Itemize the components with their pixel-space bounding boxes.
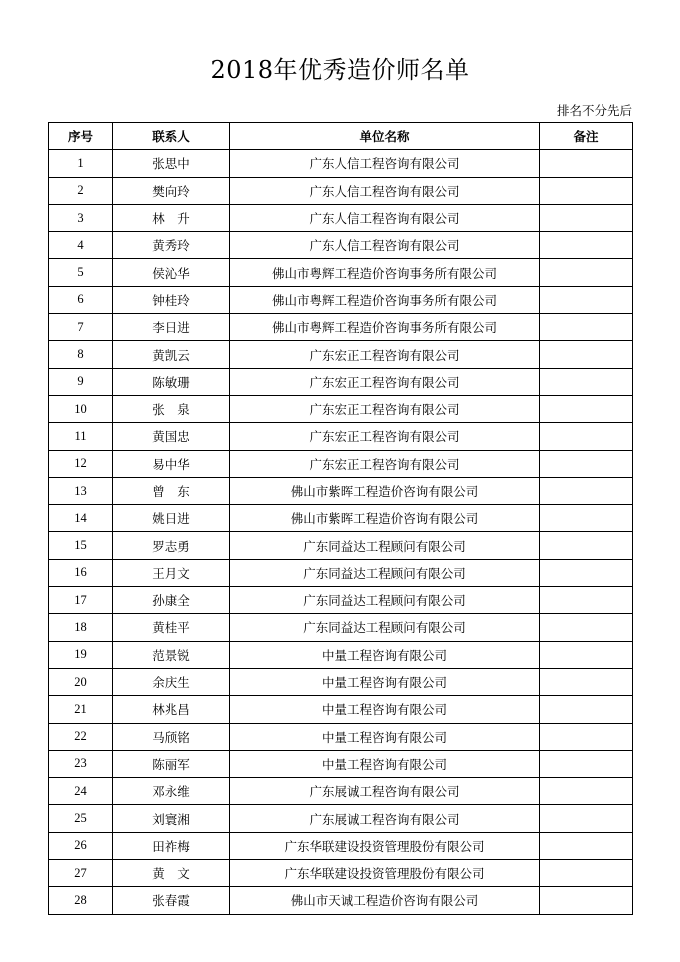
cell-company: 佛山市粤辉工程造价咨询事务所有限公司 [230,286,540,313]
header-company: 单位名称 [230,123,540,150]
cell-contact: 黄国忠 [113,423,230,450]
table-row [49,559,633,586]
cell-remark [540,232,633,259]
cell-company: 广东展诚工程咨询有限公司 [230,805,540,832]
cell-contact: 曾 东 [113,477,230,504]
table-row [49,395,633,422]
cell-contact: 刘寰湘 [113,805,230,832]
table-row [49,532,633,559]
cell-index: 18 [49,614,113,641]
table-row [49,614,633,641]
cell-company: 中量工程咨询有限公司 [230,750,540,777]
table-row [49,587,633,614]
cell-contact: 张春霞 [113,887,230,914]
cell-remark [540,778,633,805]
cell-contact: 黄桂平 [113,614,230,641]
cell-index: 8 [49,341,113,368]
cell-company: 广东宏正工程咨询有限公司 [230,341,540,368]
cell-company: 广东人信工程咨询有限公司 [230,204,540,231]
header-index: 序号 [49,123,113,150]
cell-index: 24 [49,778,113,805]
cell-contact: 林 升 [113,204,230,231]
cell-contact: 林兆昌 [113,696,230,723]
cell-remark [540,832,633,859]
header-row [49,123,633,150]
cell-index: 25 [49,805,113,832]
cell-contact: 黄 文 [113,860,230,887]
cell-remark [540,177,633,204]
cell-index: 3 [49,204,113,231]
cell-contact: 姚日进 [113,505,230,532]
cell-contact: 罗志勇 [113,532,230,559]
cell-index: 12 [49,450,113,477]
cell-index: 7 [49,314,113,341]
cell-index: 19 [49,641,113,668]
table-row [49,860,633,887]
table-row [49,887,633,914]
cell-index: 15 [49,532,113,559]
cell-contact: 黄凯云 [113,341,230,368]
table-row [49,832,633,859]
cell-contact: 钟桂玲 [113,286,230,313]
table-row [49,477,633,504]
cell-index: 13 [49,477,113,504]
cell-company: 佛山市天诚工程造价咨询有限公司 [230,887,540,914]
cell-company: 广东华联建设投资管理股份有限公司 [230,860,540,887]
cell-company: 广东展诚工程咨询有限公司 [230,778,540,805]
cell-remark [540,150,633,177]
cell-company: 广东宏正工程咨询有限公司 [230,450,540,477]
cell-contact: 马颀铭 [113,723,230,750]
cell-remark [540,423,633,450]
cell-contact: 张 泉 [113,395,230,422]
cell-company: 中量工程咨询有限公司 [230,641,540,668]
cell-remark [540,286,633,313]
cell-remark [540,805,633,832]
cell-remark [540,314,633,341]
cell-contact: 余庆生 [113,668,230,695]
table-row [49,150,633,177]
cell-index: 17 [49,587,113,614]
cell-index: 14 [49,505,113,532]
cell-company: 广东同益达工程顾问有限公司 [230,532,540,559]
table-row [49,696,633,723]
cell-remark [540,641,633,668]
cell-remark [540,532,633,559]
table-row [49,204,633,231]
table-row [49,286,633,313]
cell-index: 26 [49,832,113,859]
cell-company: 佛山市紫晖工程造价咨询有限公司 [230,477,540,504]
cell-company: 广东人信工程咨询有限公司 [230,150,540,177]
cell-index: 22 [49,723,113,750]
cell-contact: 邓永维 [113,778,230,805]
cell-company: 中量工程咨询有限公司 [230,723,540,750]
header-contact: 联系人 [113,123,230,150]
cell-contact: 李日进 [113,314,230,341]
cell-index: 20 [49,668,113,695]
cell-remark [540,723,633,750]
table-body [49,150,633,914]
cell-index: 4 [49,232,113,259]
cell-remark [540,668,633,695]
cell-remark [540,696,633,723]
table-row [49,423,633,450]
table-row [49,368,633,395]
cell-company: 佛山市粤辉工程造价咨询事务所有限公司 [230,259,540,286]
table-row [49,341,633,368]
table-row [49,259,633,286]
cell-remark [540,505,633,532]
cell-index: 11 [49,423,113,450]
table-row [49,778,633,805]
cell-remark [540,559,633,586]
cell-company: 广东人信工程咨询有限公司 [230,177,540,204]
cell-contact: 陈敏珊 [113,368,230,395]
table-row [49,723,633,750]
cell-index: 5 [49,259,113,286]
cell-contact: 陈丽军 [113,750,230,777]
cell-company: 广东宏正工程咨询有限公司 [230,423,540,450]
table-row [49,668,633,695]
table-row [49,805,633,832]
cell-index: 27 [49,860,113,887]
table-row [49,641,633,668]
document-title: 2018年优秀造价师名单 [210,56,470,84]
cell-remark [540,587,633,614]
table-row [49,505,633,532]
cell-contact: 张思中 [113,150,230,177]
cell-contact: 樊向玲 [113,177,230,204]
cell-remark [540,204,633,231]
cell-company: 中量工程咨询有限公司 [230,668,540,695]
cell-index: 9 [49,368,113,395]
cell-company: 广东宏正工程咨询有限公司 [230,368,540,395]
cell-remark [540,477,633,504]
cell-index: 28 [49,887,113,914]
cell-company: 广东同益达工程顾问有限公司 [230,614,540,641]
cell-index: 21 [49,696,113,723]
cell-remark [540,450,633,477]
cell-remark [540,368,633,395]
cell-index: 1 [49,150,113,177]
cell-remark [540,750,633,777]
cell-contact: 孙康全 [113,587,230,614]
cell-contact: 黄秀玲 [113,232,230,259]
cell-index: 6 [49,286,113,313]
cell-remark [540,614,633,641]
cell-contact: 范景锐 [113,641,230,668]
cell-index: 23 [49,750,113,777]
table-row [49,314,633,341]
cell-company: 中量工程咨询有限公司 [230,696,540,723]
cell-index: 16 [49,559,113,586]
cell-contact: 易中华 [113,450,230,477]
cell-index: 2 [49,177,113,204]
cell-contact: 田祚梅 [113,832,230,859]
table-row [49,177,633,204]
cell-company: 广东华联建设投资管理股份有限公司 [230,832,540,859]
roster-table [48,122,633,915]
cell-remark [540,887,633,914]
ranking-note: 排名不分先后 [556,103,632,118]
header-remark: 备注 [540,123,633,150]
cell-company: 广东人信工程咨询有限公司 [230,232,540,259]
table-row [49,450,633,477]
table-row [49,232,633,259]
cell-remark [540,259,633,286]
cell-company: 广东同益达工程顾问有限公司 [230,559,540,586]
cell-remark [540,341,633,368]
cell-index: 10 [49,395,113,422]
cell-company: 佛山市紫晖工程造价咨询有限公司 [230,505,540,532]
cell-contact: 王月文 [113,559,230,586]
cell-company: 广东同益达工程顾问有限公司 [230,587,540,614]
cell-company: 佛山市粤辉工程造价咨询事务所有限公司 [230,314,540,341]
cell-remark [540,860,633,887]
cell-contact: 侯沁华 [113,259,230,286]
table-header [49,123,633,150]
cell-company: 广东宏正工程咨询有限公司 [230,395,540,422]
table-row [49,750,633,777]
cell-remark [540,395,633,422]
